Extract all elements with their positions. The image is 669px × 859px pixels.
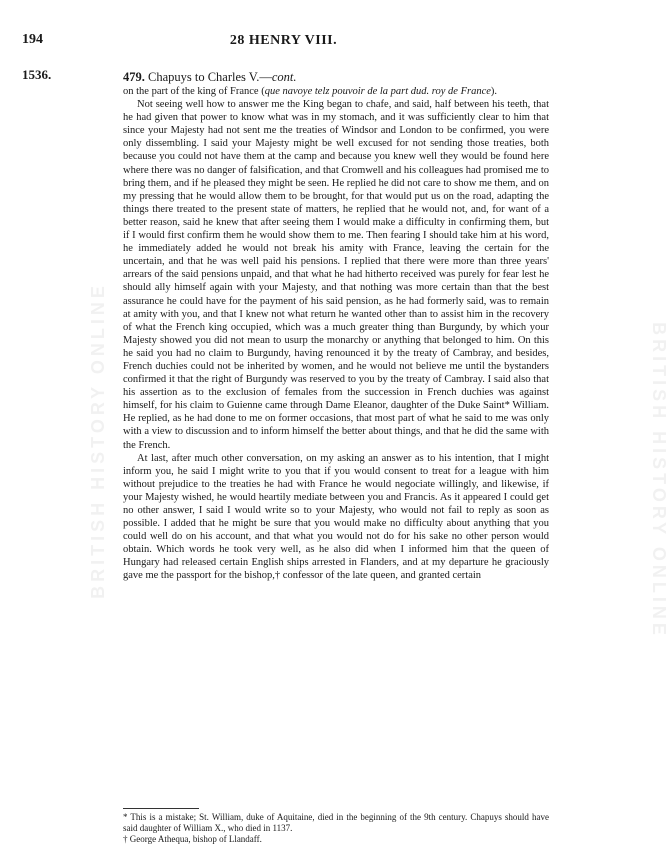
footnote-2: † George Athequa, bishop of Llandaff. [123,834,262,844]
watermark-right: BRITISH HISTORY ONLINE [648,322,669,639]
paragraph-continuation [123,85,549,98]
page-number: 194 [22,32,43,47]
document-body [123,70,549,583]
paragraph-italic: que navoye telz pouvoir de la part dud. roy de France [264,86,491,97]
entry-title: Chapuys to Charles V.— [148,70,272,84]
footnotes [123,812,549,845]
entry-heading [123,70,549,85]
entry-cont: cont. [271,70,297,84]
paragraph-text: on the part of the king of France ( [123,86,265,97]
paragraph-1: Not seeing well how to answer me the King began to chafe, and said, half between his teeth, that he had given that power to know what was in my stomach, and it was sufficiently clear to him that since your Majesty had not sent me the treaties of Windsor and London to be confirmed, you were only dissembling. I said your Majesty might be well excused for not sending those treaties, both because you could not have them at the camp and because you knew well they would be found here where there was no danger of falsification, and that Cromwell and his colleagues had promised me to bring them, and if he pleased they might be seen. He replied he did not care to show me them, and on my pressing that he would allow them to be brought, for that would put us on the road, adapting the things there treated to the present state of matters, he replied that he would not, and, for want of a better reason, said he knew that after seeing them I would make a difficulty in confirming them, but if I would first confirm them he would show them to me. Then fearing I should take him at his word, he immediately added he would not break his amity with France, leaving the certain for the uncertain, and that he was well paid his pensions. I replied that there were more than three years' arrears of the said pensions unpaid, and that what he had hitherto received was purely for fear lest he should ally himself again with your Majesty, and that nothing was more certain than that the best assurance he could have for the payment of his said pension, as he had formerly said, was to remain at amity with you, and that I knew not what return he wanted other than to assist him in the recovery of what the French king occupied, which was a much greater thing than Burgundy, by which your Majesty showed you did not mean to usurp the monarchy or anything that belonged to him. On this he said you had no claim to Burgundy, having renounced it by the treaty of Cambray, and besides, French duchies could not be inherited by women, and he would not believe me until the bystanders confirmed it that the right of Burgundy was reserved to you by the treaty of Cambray. I said also that his assertion as to the exclusion of females from the succession in French duchies was against himself, for his claim to Guienne came through Dame Eleanor, daughter of the Duke Saint* William. He replied, as he had done to me on former occasions, that most part of what he said to me was only with a view to discussion and to inform himself the better about things, and that he did the same with the French. [123,99,549,451]
running-head: 28 HENRY VIII. [229,33,338,48]
watermark-left: BRITISH HISTORY ONLINE [87,282,108,599]
page-header [0,0,567,60]
footnote-1: * This is a mistake; St. William, duke of Aquitaine, died in the beginning of the 9th century. Chapuys should have said daughter of William X., who died in 1137. [123,812,549,833]
footnote-rule [123,808,199,809]
paragraph-text: ). [490,86,498,97]
entry-number: 479. [123,70,145,84]
paragraph-2: At last, after much other conversation, on my asking an answer as to his intention, that I might inform you, he said I might write to you that if you would consent to treat for a league with him without prejudice to the treaties he had with France he would negociate willingly, and likewise, if your Majesty wished, he would heartily mediate between you and Francis. As it appeared I could get no other answer, I said I would write so to your Majesty, who would not fail to reply as soon as possible. I added that he might be sure that you would make no difficulty about anything that you could well do on his account, and that what you would not do for his sake no other person would obtain. Which words he took very well, as he also did when I informed him that the queen of Hungary had released certain English ships arrested in Flanders, and at my departure he graciously gave me the passport for the bishop,† confessor of the late queen, and granted certain [123,452,549,582]
margin-year: 1536. [22,67,52,82]
